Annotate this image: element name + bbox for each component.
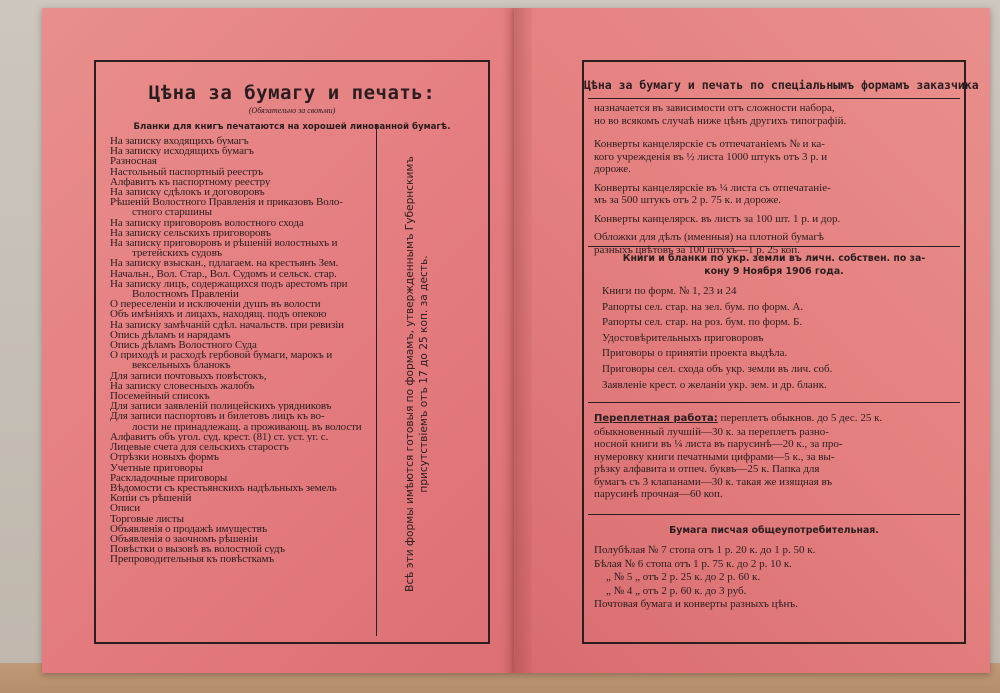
price-item: третейскихъ судовъ bbox=[132, 248, 222, 259]
land-form-item: Рапорты сел. стар. на роз. бум. по форм. Б. bbox=[602, 316, 803, 329]
price-item: Настольный паспортный реестръ bbox=[110, 166, 263, 177]
binding-line: рѣзку алфавита и отпеч. буквъ—25 к. Папка для bbox=[594, 463, 820, 475]
price-item: Для записи заявленій полицейскихъ урядниковъ bbox=[110, 401, 332, 412]
intro-line: но во всякомъ случаѣ ниже цѣнъ другихъ типографій. bbox=[594, 114, 847, 127]
binding-line: переплетъ обыкнов. до 5 дес. 25 к. bbox=[720, 412, 883, 424]
section2-items bbox=[602, 284, 954, 393]
envelope-line: Конверты канцелярскіе въ ¼ листа съ отпечатаніе- bbox=[594, 181, 831, 194]
binding-line: обыкновенный лучшій—30 к. за переплетъ разно- bbox=[594, 425, 829, 438]
intro-line: назначается въ зависимости отъ сложности набора, bbox=[594, 102, 835, 114]
price-item: Рѣшеній Волостного Правленія и приказовъ Воло- bbox=[110, 197, 343, 208]
price-item: Лицевые счета для сельскихъ старостъ bbox=[110, 442, 289, 453]
envelope-line: дороже. bbox=[594, 163, 631, 175]
left-page-title: Цѣна за бумагу и печать: bbox=[148, 82, 436, 104]
price-item: Объявленія о продажѣ имуществъ bbox=[110, 523, 268, 534]
price-item: Описи bbox=[110, 503, 140, 514]
open-booklet bbox=[42, 8, 990, 673]
price-item: О переселеніи и исключеніи душъ въ волости bbox=[110, 299, 321, 310]
section2-bottom-rule bbox=[588, 402, 960, 403]
envelope-line: мъ за 500 штукъ отъ 2 р. 75 к. и дороже. bbox=[594, 194, 782, 206]
price-item: лости не принадлежащ. а проживающ. въ волости bbox=[132, 421, 362, 432]
price-items-list bbox=[110, 136, 368, 565]
price-item: Для записи паспортовъ и билетовъ лицъ къ во- bbox=[110, 411, 325, 422]
intro-text bbox=[594, 102, 954, 127]
price-item: На записку приговоровъ и рѣшеній волостныхъ и bbox=[110, 238, 338, 249]
binding-line: носной книги въ ¼ листа въ парусинѣ—20 к., за про- bbox=[594, 438, 843, 450]
land-form-item: Заявленіе крест. о желаніи укр. зем. и др. бланк. bbox=[602, 378, 827, 391]
land-form-item: Рапорты сел. стар. на зел. бум. по форм. А. bbox=[602, 300, 804, 313]
paper-price-line: Почтовая бумага и конверты разныхъ цѣнъ. bbox=[594, 598, 798, 611]
binding-line: бумагъ съ 3 клапанами—30 к. такая же изящная въ bbox=[594, 475, 833, 488]
envelope-line: кого учрежденія въ ½ листа 1000 штукъ отъ 3 р. и bbox=[594, 150, 828, 163]
price-item: Опись дѣламъ Волостного Суда bbox=[110, 340, 257, 351]
paper-price-line: Бѣлая № 6 стопа отъ 1 р. 75 к. до 2 р. 10 к. bbox=[594, 557, 792, 570]
paper-price-line: „ № 4 „ отъ 2 р. 60 к. до 3 руб. bbox=[606, 584, 747, 597]
price-item: На записку замѣчаній сдѣл. начальств. при ревизіи bbox=[110, 319, 344, 330]
price-item: Учетные приговоры bbox=[110, 462, 203, 473]
price-item: Объявленія о заочномъ рѣшеніи bbox=[110, 533, 258, 545]
envelopes-text bbox=[594, 138, 954, 256]
left-page-frame bbox=[94, 60, 490, 644]
paper-title: Бумага писчая общеупотребительная. bbox=[669, 525, 879, 536]
price-item: Повѣстки о вызовѣ въ волостной судъ bbox=[110, 544, 285, 555]
price-item: Алфавитъ объ угол. суд. крест. (81) ст. уст. уг. с. bbox=[110, 431, 329, 443]
price-item: Посемейный списокъ bbox=[110, 391, 210, 402]
left-page-heading: Бланки для книгъ печатаются на хорошей линованной бумагѣ. bbox=[133, 122, 451, 132]
land-form-item: Приговоры сел. схода объ укр. земли въ лич. соб. bbox=[602, 362, 833, 375]
price-item: На записку исходящихъ бумагъ bbox=[110, 146, 254, 157]
left-page bbox=[42, 8, 514, 673]
section2-title: Книги и бланки по укр. земли въ личн. собствен. по за- кону 9 Ноября 1906 года. bbox=[622, 253, 926, 277]
section2-top-rule bbox=[588, 246, 960, 247]
price-item: Отрѣзки новыхъ формъ bbox=[110, 452, 219, 463]
price-item: Объ имѣніяхъ и лицахъ, находящ. подъ опекою bbox=[110, 309, 327, 320]
price-item: На записку лицъ, содержащихся подъ арестомъ при bbox=[110, 278, 348, 290]
right-page-title: Цѣна за бумагу и печать по спеціальнымъ формамъ заказчика bbox=[584, 78, 979, 92]
price-item: Волостномъ Правленіи bbox=[132, 289, 239, 300]
price-item: Начальн., Вол. Стар., Вол. Судомъ и сельск. стар. bbox=[110, 268, 337, 279]
right-page bbox=[514, 8, 990, 673]
price-item: На записку приговоровъ волостного схода bbox=[110, 217, 304, 228]
binding-label: Переплетная работа: bbox=[594, 413, 718, 424]
price-item: На записку взыскан., пдлагаем. на крестьянъ Зем. bbox=[110, 258, 339, 269]
land-form-item: Удостовѣрительныхъ приговоровъ bbox=[602, 331, 764, 344]
envelope-line: Обложки для дѣлъ (именныя) на плотной бумагѣ bbox=[594, 231, 824, 243]
price-item: Разносная bbox=[110, 156, 157, 167]
envelope-line: Конверты канцелярск. въ листъ за 100 шт. 1 р. и дор. bbox=[594, 212, 841, 225]
envelope-line: разныхъ цвѣтовъ за 100 штукъ—1 р. 25 коп. bbox=[594, 243, 800, 256]
land-form-item: Книги по форм. № 1, 23 и 24 bbox=[602, 285, 737, 297]
binding-line: нумеровку книги печатными цифрами—5 к., за вы- bbox=[594, 450, 835, 463]
price-item: На записку словесныхъ жалобъ bbox=[110, 380, 255, 392]
title-rule bbox=[588, 98, 960, 99]
column-divider bbox=[376, 124, 377, 636]
left-page-subtitle: (Обязательно за своѣми) bbox=[248, 106, 336, 115]
price-item: Торговые листы bbox=[110, 513, 184, 524]
binding-first-row bbox=[594, 412, 954, 426]
paper-top-rule bbox=[588, 514, 960, 515]
price-item: На записку сдѣлокъ и договоровъ bbox=[110, 187, 265, 198]
vertical-note: Всѣ эти формы имѣются готовыя по формамъ, утвержденнымъ Губернскимъ присутствіемъ отъ 17 до 25 коп. за десть. bbox=[404, 156, 430, 592]
price-item: Алфавитъ къ паспортному реестру bbox=[110, 176, 271, 188]
price-item: Опись дѣламъ и нарядамъ bbox=[110, 329, 231, 341]
price-item: На записку сельскихъ приговоровъ bbox=[110, 227, 271, 239]
binding-line: парусинѣ прочная—60 коп. bbox=[594, 488, 723, 500]
right-page-frame bbox=[582, 60, 979, 644]
price-item: Препроводительныя къ повѣсткамъ bbox=[110, 554, 274, 565]
land-form-item: Приговоры о принятіи проекта выдѣла. bbox=[602, 347, 788, 360]
price-item: Копіи съ рѣшеній bbox=[110, 493, 192, 504]
price-item: стного старшины bbox=[132, 207, 212, 218]
price-item: Раскладочные приговоры bbox=[110, 472, 228, 483]
paper-price-line: „ № 5 „ отъ 2 р. 25 к. до 2 р. 60 к. bbox=[606, 571, 761, 584]
paper-price-line: Полубѣлая № 7 стопа отъ 1 р. 20 к. до 1 р. 50 к. bbox=[594, 544, 816, 556]
binding-section bbox=[594, 412, 954, 501]
paper-prices bbox=[594, 544, 954, 612]
price-item: вексельныхъ бланокъ bbox=[132, 360, 231, 371]
price-item: На записку входящихъ бумагъ bbox=[110, 136, 249, 147]
price-item: Для записи почтовыхъ повѣстокъ, bbox=[110, 370, 267, 381]
price-item: Вѣдомости съ крестьянскихъ надѣльныхъ земель bbox=[110, 482, 337, 494]
price-item: О приходѣ и расходѣ гербовой бумаги, марокъ и bbox=[110, 350, 333, 361]
envelope-line: Конверты канцелярскіе съ отпечатаніемъ № и ка- bbox=[594, 138, 825, 150]
